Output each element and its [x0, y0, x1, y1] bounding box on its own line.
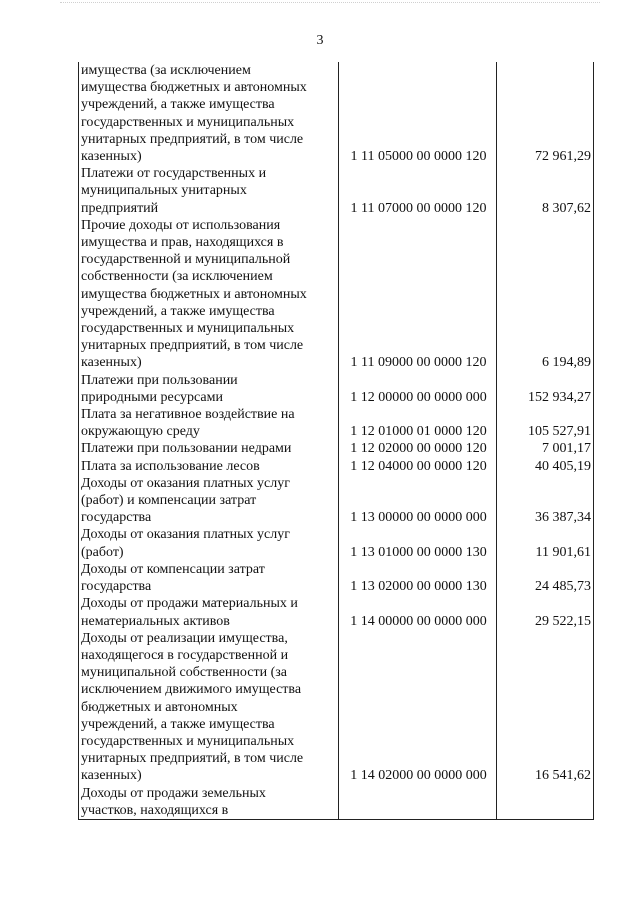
table-row — [79, 458, 594, 475]
revenue-name-cell: Платежи от государственных и муниципальных унитарных предприятий — [79, 165, 339, 217]
amount-cell: 11 901,61 — [497, 526, 594, 560]
budget-code-cell: 1 11 05000 00 0000 120 — [339, 62, 497, 165]
revenue-name-cell: имущества (за исключением имущества бюджетных и автономных учреждений, а также имущества государственных и муниципальных унитарных предприятий, в том числе казенных) — [79, 62, 339, 165]
budget-code-cell: 1 11 07000 00 0000 120 — [339, 165, 497, 217]
table-row — [79, 561, 594, 595]
revenue-name-cell: Доходы от продажи земельных участков, находящихся в — [79, 785, 339, 820]
amount-cell: 29 522,15 — [497, 595, 594, 629]
table-row — [79, 630, 594, 785]
revenue-name-cell: Доходы от реализации имущества, находящегося в государственной и муниципальной собственности (за исключением движимого имущества бюджетных и автономных учреждений, а также имущества государственных и муниципальных унитарных предприятий, в том числе казенных) — [79, 630, 339, 785]
budget-code-cell: 1 14 00000 00 0000 000 — [339, 595, 497, 629]
table-row — [79, 440, 594, 457]
budget-code-cell: 1 13 01000 00 0000 130 — [339, 526, 497, 560]
table-row — [79, 406, 594, 440]
amount-cell: 16 541,62 — [497, 630, 594, 785]
amount-cell: 24 485,73 — [497, 561, 594, 595]
amount-cell: 105 527,91 — [497, 406, 594, 440]
budget-code-cell: 1 12 00000 00 0000 000 — [339, 372, 497, 406]
revenue-name-cell: Прочие доходы от использования имущества и прав, находящихся в государственной и муниципальной собственности (за исключением имущества бюджетных и автономных учреждений, а также имущества государственных и муниципальных унитарных предприятий, в том числе казенных) — [79, 217, 339, 372]
revenue-name-cell: Платежи при пользовании природными ресурсами — [79, 372, 339, 406]
budget-code-cell — [339, 785, 497, 820]
budget-code-cell: 1 13 02000 00 0000 130 — [339, 561, 497, 595]
table-row — [79, 785, 594, 820]
table-row — [79, 165, 594, 217]
page-number: 3 — [316, 33, 324, 48]
revenue-name-cell: Платежи при пользовании недрами — [79, 440, 339, 457]
table-row — [79, 62, 594, 165]
scan-artifact-line — [60, 2, 600, 6]
table-row — [79, 526, 594, 560]
budget-code-cell: 1 14 02000 00 0000 000 — [339, 630, 497, 785]
amount-cell: 7 001,17 — [497, 440, 594, 457]
amount-cell: 40 405,19 — [497, 458, 594, 475]
revenue-name-cell: Доходы от оказания платных услуг (работ) — [79, 526, 339, 560]
amount-cell: 8 307,62 — [497, 165, 594, 217]
budget-code-cell: 1 12 01000 01 0000 120 — [339, 406, 497, 440]
amount-cell: 152 934,27 — [497, 372, 594, 406]
table-row — [79, 475, 594, 527]
budget-code-cell: 1 12 04000 00 0000 120 — [339, 458, 497, 475]
amount-cell: 6 194,89 — [497, 217, 594, 372]
revenue-name-cell: Доходы от продажи материальных и нематериальных активов — [79, 595, 339, 629]
revenue-name-cell: Доходы от оказания платных услуг (работ) и компенсации затрат государства — [79, 475, 339, 527]
table-row — [79, 595, 594, 629]
table-row — [79, 372, 594, 406]
revenue-name-cell: Плата за использование лесов — [79, 458, 339, 475]
amount-cell: 72 961,29 — [497, 62, 594, 165]
budget-code-cell: 1 13 00000 00 0000 000 — [339, 475, 497, 527]
table-row — [79, 217, 594, 372]
budget-code-cell: 1 12 02000 00 0000 120 — [339, 440, 497, 457]
revenue-name-cell: Плата за негативное воздействие на окружающую среду — [79, 406, 339, 440]
budget-code-cell: 1 11 09000 00 0000 120 — [339, 217, 497, 372]
revenue-name-cell: Доходы от компенсации затрат государства — [79, 561, 339, 595]
revenue-table — [78, 62, 594, 820]
amount-cell — [497, 785, 594, 820]
amount-cell: 36 387,34 — [497, 475, 594, 527]
